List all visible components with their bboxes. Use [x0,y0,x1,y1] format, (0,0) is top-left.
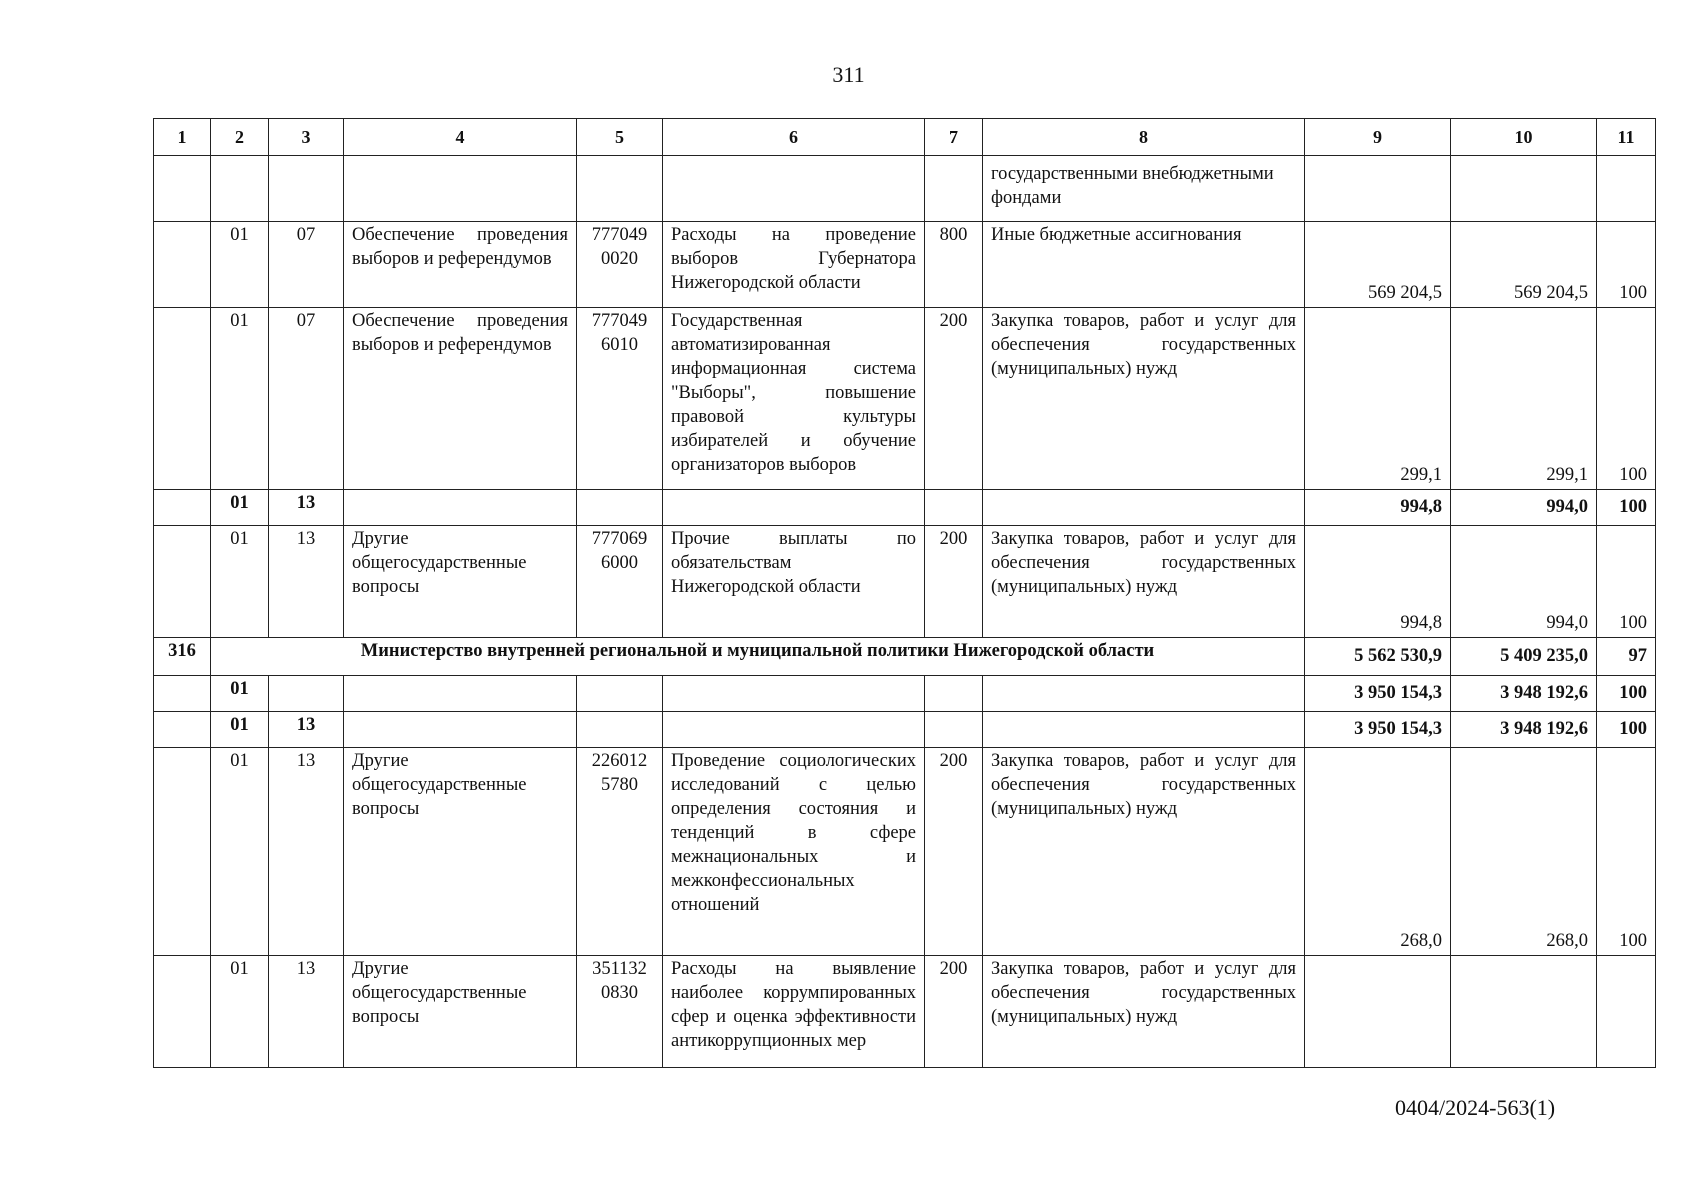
subsection-name: Другие общегосударственные вопросы [344,956,577,1068]
page-number: 311 [832,62,865,87]
executed-amount: 268,0 [1451,748,1597,956]
executed-amount: 5 409 235,0 [1451,638,1597,676]
ministry-title: Министерство внутренней региональной и муниципальной политики Нижегородской области [211,638,1305,676]
target-article: 777049 6010 [577,308,663,490]
subsection-code: 13 [269,526,344,638]
execution-percent: 100 [1597,308,1656,490]
subsection-name: Обеспечение проведения выборов и референдумов [344,308,577,490]
execution-percent: 100 [1597,526,1656,638]
section-code: 01 [211,712,269,748]
section-code: 01 [211,956,269,1068]
expense-type: Иные бюджетные ассигнования [983,222,1305,308]
expense-type: Закупка товаров, работ и услуг для обеспечения государственных (муниципальных) нужд [983,956,1305,1068]
col-header-4: 4 [344,119,577,156]
target-article: 351132 0830 [577,956,663,1068]
executed-amount: 3 948 192,6 [1451,676,1597,712]
executed-amount: 994,0 [1451,526,1597,638]
col-header-5: 5 [577,119,663,156]
col-header-3: 3 [269,119,344,156]
planned-amount: 3 950 154,3 [1305,712,1451,748]
section-code: 01 [211,526,269,638]
execution-percent: 100 [1597,748,1656,956]
article-name: Расходы на выявление наиболее коррумпированных сфер и оценка эффективности антикоррупционных мер [663,956,925,1068]
ministry-row [154,638,1656,676]
subsection-code: 07 [269,308,344,490]
subsection-code: 13 [269,748,344,956]
execution-percent: 97 [1597,638,1656,676]
subsection-name: Обеспечение проведения выборов и референдумов [344,222,577,308]
executed-amount: 569 204,5 [1451,222,1597,308]
article-name: Проведение социологических исследований с целью определения состояния и тенденций в сфере межнациональных и межконфессиональных отношений [663,748,925,956]
execution-percent: 100 [1597,222,1656,308]
planned-amount: 268,0 [1305,748,1451,956]
target-article: 777069 6000 [577,526,663,638]
section-code: 01 [211,222,269,308]
table-row [154,156,1656,222]
expense-type-code: 200 [925,748,983,956]
expense-type-code: 200 [925,308,983,490]
executed-amount: 3 948 192,6 [1451,712,1597,748]
table-row [154,956,1656,1068]
subtotal-row [154,490,1656,526]
col-header-7: 7 [925,119,983,156]
table-row [154,222,1656,308]
table-row [154,748,1656,956]
executed-amount: 299,1 [1451,308,1597,490]
expense-type: Закупка товаров, работ и услуг для обеспечения государственных (муниципальных) нужд [983,526,1305,638]
subtotal-row [154,676,1656,712]
subsection-name: Другие общегосударственные вопросы [344,748,577,956]
subsection-code: 13 [269,956,344,1068]
execution-percent: 100 [1597,712,1656,748]
article-name: Государственная автоматизированная информационная система "Выборы", повышение правовой культуры избирателей и обучение организаторов выборов [663,308,925,490]
article-name: Прочие выплаты по обязательствам Нижегородской области [663,526,925,638]
expense-type: государственными внебюджетными фондами [983,156,1305,222]
subsection-code: 13 [269,490,344,526]
execution-percent: 100 [1597,490,1656,526]
expense-type: Закупка товаров, работ и услуг для обеспечения государственных (муниципальных) нужд [983,308,1305,490]
col-header-8: 8 [983,119,1305,156]
table-row [154,308,1656,490]
execution-percent: 100 [1597,676,1656,712]
ministry-code: 316 [154,638,211,676]
budget-table [153,118,1656,1068]
document-code: 0404/2024-563(1) [1395,1095,1556,1120]
planned-amount: 5 562 530,9 [1305,638,1451,676]
target-article: 777049 0020 [577,222,663,308]
expense-type-code: 800 [925,222,983,308]
expense-type-code: 200 [925,526,983,638]
planned-amount: 299,1 [1305,308,1451,490]
header-row [154,119,1656,156]
subtotal-row [154,712,1656,748]
col-header-6: 6 [663,119,925,156]
subsection-code: 13 [269,712,344,748]
col-header-10: 10 [1451,119,1597,156]
expense-type-code: 200 [925,956,983,1068]
subsection-code: 07 [269,222,344,308]
planned-amount: 994,8 [1305,490,1451,526]
expense-type: Закупка товаров, работ и услуг для обеспечения государственных (муниципальных) нужд [983,748,1305,956]
table-row [154,526,1656,638]
planned-amount: 994,8 [1305,526,1451,638]
target-article: 226012 5780 [577,748,663,956]
section-code: 01 [211,490,269,526]
article-name: Расходы на проведение выборов Губернатора Нижегородской области [663,222,925,308]
section-code: 01 [211,308,269,490]
section-code: 01 [211,676,269,712]
planned-amount: 3 950 154,3 [1305,676,1451,712]
col-header-1: 1 [154,119,211,156]
planned-amount: 569 204,5 [1305,222,1451,308]
subsection-name: Другие общегосударственные вопросы [344,526,577,638]
executed-amount: 994,0 [1451,490,1597,526]
section-code: 01 [211,748,269,956]
col-header-9: 9 [1305,119,1451,156]
col-header-11: 11 [1597,119,1656,156]
col-header-2: 2 [211,119,269,156]
